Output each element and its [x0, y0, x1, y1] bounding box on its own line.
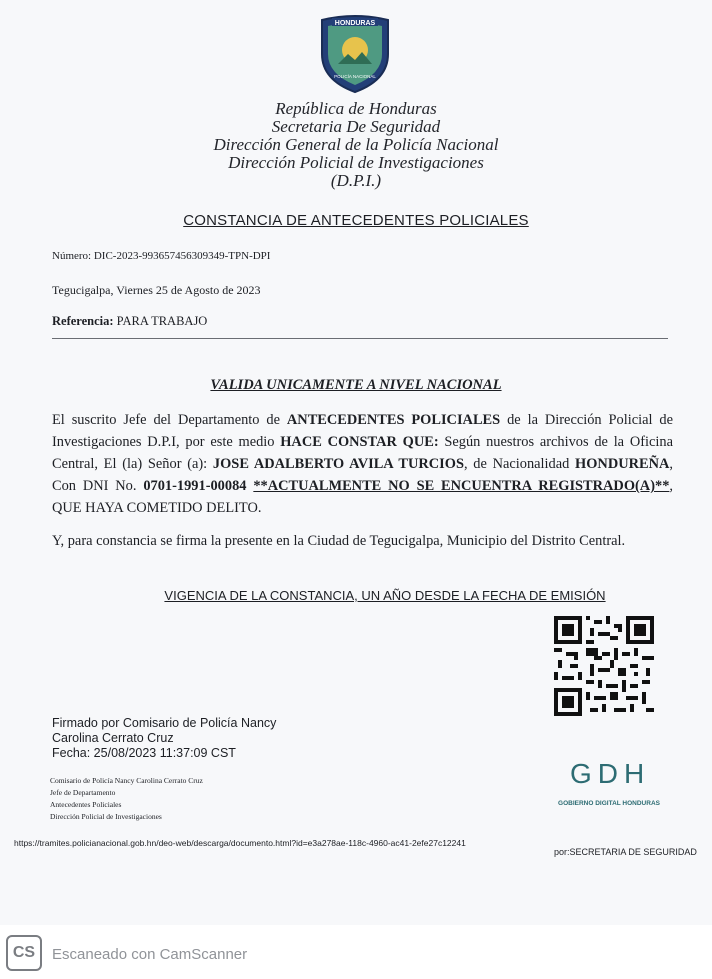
numero-label: Número:: [52, 250, 92, 262]
header-dpi: (D.P.I.): [330, 171, 382, 190]
header-direccion-policial: Dirección Policial de Investigaciones: [228, 153, 484, 172]
gdh-logo: GDH: [570, 758, 651, 789]
verification-url[interactable]: https://tramites.policianacional.gob.hn/deo-web/descarga/documento.html?id=e3a278ae-118c-4960-ac41-2efe27c12241: [14, 838, 466, 848]
signature-line-1: Firmado por Comisario de Policía Nancy: [52, 716, 277, 730]
emblem-subtitle: POLICÍA NACIONAL: [334, 74, 376, 79]
emblem-title: HONDURAS: [334, 20, 376, 27]
body-text: de la Dirección Policial de Investigaciones D.P.I, por este medio: [52, 412, 673, 450]
gdh-subtitle: GOBIERNO DIGITAL HONDURAS: [558, 800, 660, 807]
place-city: Tegucigalpa,: [52, 283, 114, 297]
body-text: Según nuestros archivos de la Oficina Central, El (la) Señor (a):: [52, 434, 673, 472]
header-direccion-general: Dirección General de la Policía Nacional: [213, 135, 499, 154]
issuer-secretaria: por:SECRETARIA DE SEGURIDAD: [554, 847, 697, 857]
signer-direction: Dirección Policial de Investigaciones: [50, 812, 162, 821]
body-text: , Con DNI No.: [52, 456, 673, 494]
numero-line: [52, 250, 270, 262]
body-text: , de Nacionalidad: [463, 456, 576, 472]
header-secretaria: Secretaria De Seguridad: [271, 117, 441, 136]
status-not-registered: **ACTUALMENTE NO SE ENCUENTRA REGISTRADO(A)**: [253, 478, 670, 494]
numero-value: DIC-2023-993657456309349-TPN-DPI: [93, 250, 271, 262]
body-bold-consta: HACE CONSTAR QUE:: [280, 434, 439, 450]
divider: [52, 338, 668, 339]
valida-notice: VALIDA UNICAMENTE A NIVEL NACIONAL: [210, 377, 502, 393]
issue-date: Viernes 25 de Agosto de 2023: [116, 283, 261, 297]
body-paragraph-1: [52, 409, 673, 519]
digital-signature: [52, 716, 276, 761]
signer-role: Jefe de Departamento: [50, 788, 116, 797]
qr-code: [554, 616, 654, 716]
person-name: JOSE ADALBERTO AVILA TURCIOS: [212, 456, 464, 472]
police-emblem-logo: [318, 14, 392, 94]
body-bold-dept: ANTECEDENTES POLICIALES: [286, 412, 501, 428]
referencia-label: Referencia:: [52, 314, 114, 328]
body-text: El suscrito Jefe del Departamento de: [52, 412, 287, 428]
header-republica: República de Honduras: [275, 99, 437, 118]
signature-date: Fecha: 25/08/2023 11:37:09 CST: [52, 746, 236, 760]
body-paragraph-2: Y, para constancia se firma la presente en la Ciudad de Tegucigalpa, Municipio del Distrito Central.: [52, 533, 626, 549]
dni-number: 0701-1991-00084: [143, 478, 247, 494]
signer-details: [50, 775, 203, 823]
signer-name: Comisario de Policía Nancy Carolina Cerrato Cruz: [50, 776, 203, 785]
referencia-value: PARA TRABAJO: [116, 314, 208, 328]
place-date-line: [52, 283, 261, 298]
signature-line-2: Carolina Cerrato Cruz: [52, 731, 174, 745]
document-title: CONSTANCIA DE ANTECEDENTES POLICIALES: [183, 212, 529, 229]
nationality: HONDUREÑA: [575, 456, 670, 472]
vigencia-notice: VIGENCIA DE LA CONSTANCIA, UN AÑO DESDE LA FECHA DE EMISIÓN: [164, 588, 606, 603]
signer-department: Antecedentes Policiales: [50, 800, 122, 809]
camscanner-label: Escaneado con CamScanner: [52, 946, 248, 963]
body-text: , QUE HAYA COMETIDO DELITO.: [52, 478, 673, 516]
camscanner-logo: CS: [6, 935, 42, 971]
referencia-line: [52, 314, 207, 329]
